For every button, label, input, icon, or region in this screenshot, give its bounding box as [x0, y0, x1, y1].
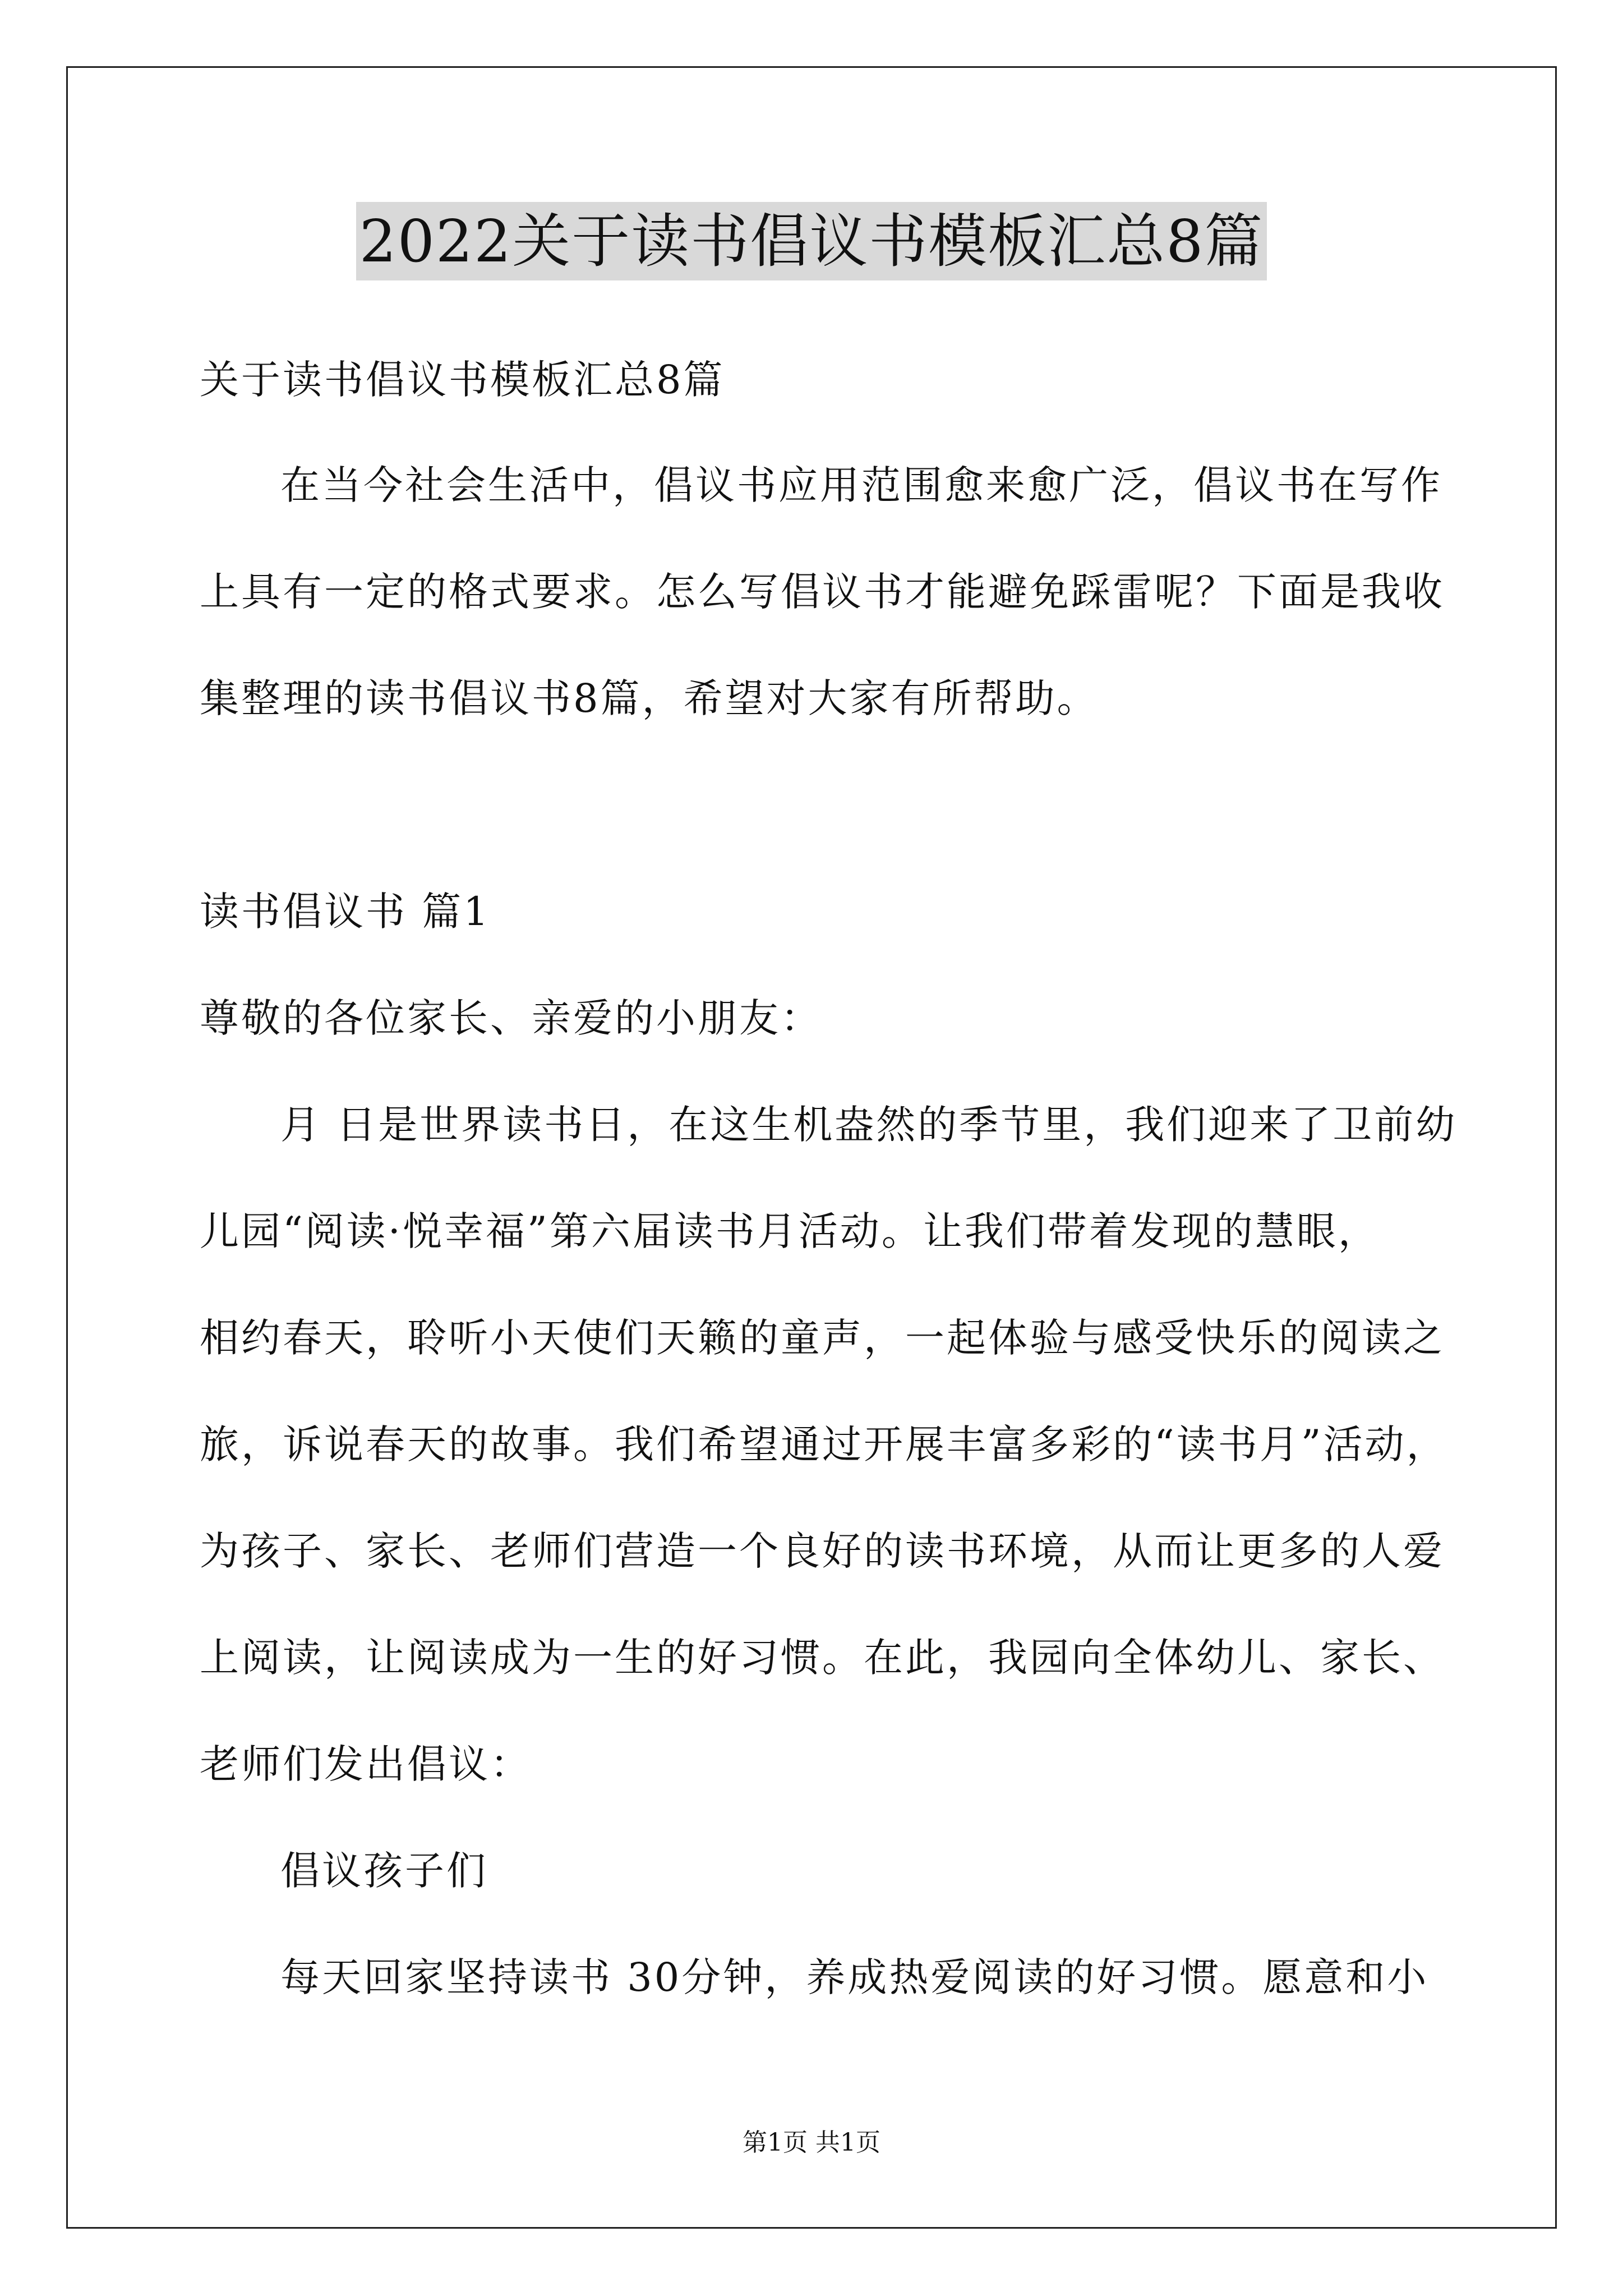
- title-wrap: [0, 202, 1623, 280]
- subheading: 倡议孩子们: [280, 1848, 488, 1894]
- paragraph-line: 每天回家坚持读书 30分钟，养成热爱阅读的好习惯。愿意和小: [280, 1954, 1429, 2000]
- document-subtitle: 关于读书倡议书模板汇总8篇: [200, 357, 725, 403]
- paragraph-line: 在当今社会生活中，倡议书应用范围愈来愈广泛，倡议书在写作: [280, 462, 1442, 508]
- page-footer: 第1页 共1页: [743, 2128, 880, 2157]
- paragraph-line: 旅，诉说春天的故事。我们希望通过开展丰富多彩的“读书月”活动，: [200, 1421, 1448, 1467]
- paragraph-line: 上具有一定的格式要求。怎么写倡议书才能避免踩雷呢？下面是我收: [200, 569, 1445, 615]
- paragraph-line: 上阅读，让阅读成为一生的好习惯。在此，我园向全体幼儿、家长、: [200, 1635, 1445, 1681]
- document-title: 2022关于读书倡议书模板汇总8篇: [356, 202, 1267, 280]
- paragraph-line: 相约春天，聆听小天使们天籁的童声，一起体验与感受快乐的阅读之: [200, 1315, 1445, 1361]
- section-heading: 读书倡议书 篇1: [200, 889, 491, 935]
- paragraph-line: 为孩子、家长、老师们营造一个良好的读书环境，从而让更多的人爱: [200, 1528, 1445, 1574]
- paragraph-line: 老师们发出倡议：: [200, 1741, 532, 1787]
- paragraph-line: 集整理的读书倡议书8篇，希望对大家有所帮助。: [200, 675, 1099, 721]
- salutation: 尊敬的各位家长、亲爱的小朋友：: [200, 995, 822, 1041]
- paragraph-line: 儿园“阅读·悦幸福”第六届读书月活动。让我们带着发现的慧眼，: [200, 1208, 1380, 1254]
- paragraph-line: 月 日是世界读书日，在这生机盎然的季节里，我们迎来了卫前幼: [280, 1102, 1458, 1148]
